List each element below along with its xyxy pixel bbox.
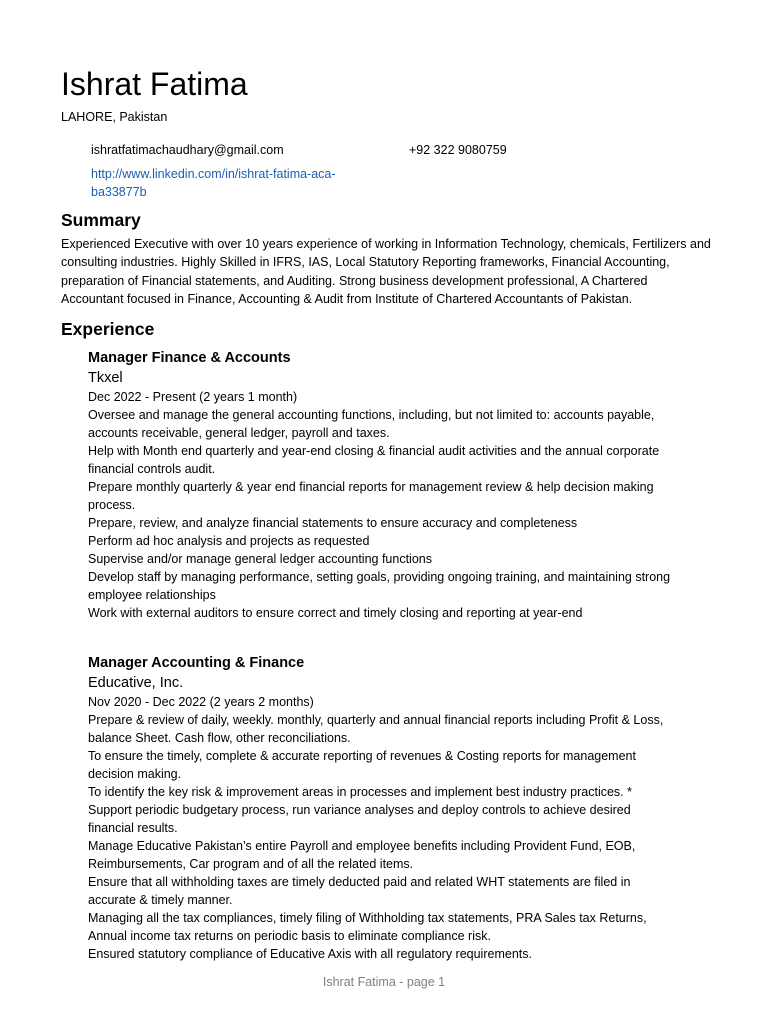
- employment-dates: Dec 2022 - Present (2 years 1 month): [88, 390, 298, 404]
- duty-item: Work with external auditors to ensure correct and timely closing and reporting at year-end: [88, 606, 583, 620]
- duty-item: Develop staff by managing performance, setting goals, providing ongoing training, and maintaining strong employee relationships: [88, 570, 671, 602]
- candidate-location: LAHORE, Pakistan: [61, 110, 168, 124]
- duty-item: Prepare & review of daily, weekly. monthly, quarterly and annual financial reports including Profit & Loss, balance Sheet. Cash flow, other reconciliations.: [88, 713, 664, 745]
- job-title: Manager Accounting & Finance: [88, 655, 305, 671]
- summary-heading: Summary: [61, 210, 141, 230]
- company-name: Educative, Inc.: [88, 675, 184, 691]
- duty-item: To identify the key risk & improvement areas in processes and implement best industry practices. *: [88, 785, 632, 799]
- summary-text: Experienced Executive with over 10 years experience of working in Information Technology, chemicals, Fertilizers and consulting industries. Highly Skilled in IFRS, IAS, Local Statutory Reporting frameworks, Financial Accounting, preparation of Financial statements, and Auditing. Strong business development professional, A Chartered Accountant focused in Finance, Accounting & Audit from Institute of Chartered Accountants of Pakistan.: [61, 237, 711, 306]
- duty-item: Manage Educative Pakistan’s entire Payroll and employee benefits including Provident Fund, EOB, Reimbursements, Car program and of all the related items.: [88, 839, 636, 871]
- job-entry-tkxel: [88, 350, 708, 622]
- duty-item: Support periodic budgetary process, run variance analyses and deploy controls to achieve desired financial results.: [88, 803, 631, 835]
- experience-heading: Experience: [61, 319, 155, 339]
- company-name: Tkxel: [88, 370, 123, 386]
- job-entry-educative: [88, 655, 708, 963]
- email-address: ishratfatimachaudhary@gmail.com: [91, 143, 284, 157]
- phone-number: +92 322 9080759: [409, 143, 507, 157]
- duty-item: To ensure the timely, complete & accurate reporting of revenues & Costing reports for management decision making.: [88, 749, 636, 781]
- duty-item: Perform ad hoc analysis and projects as requested: [88, 534, 370, 548]
- linkedin-link[interactable]: http://www.linkedin.com/in/ishrat-fatima-aca-ba33877b: [91, 167, 336, 199]
- employment-dates: Nov 2020 - Dec 2022 (2 years 2 months): [88, 695, 314, 709]
- duty-item: Managing all the tax compliances, timely filing of Withholding tax statements, PRA Sales tax Returns, Annual income tax returns on periodic basis to eliminate compliance risk.: [88, 911, 647, 943]
- duty-list: [88, 406, 678, 622]
- job-title: Manager Finance & Accounts: [88, 350, 291, 366]
- duty-list: [88, 711, 678, 963]
- duty-item: Oversee and manage the general accounting functions, including, but not limited to: accounts payable, accounts receivable, general ledger, payroll and taxes.: [88, 408, 655, 440]
- candidate-name: Ishrat Fatima: [61, 66, 248, 102]
- duty-item: Prepare, review, and analyze financial statements to ensure accuracy and completeness: [88, 516, 578, 530]
- duty-item: Prepare monthly quarterly & year end financial reports for management review & help decision making process.: [88, 480, 654, 512]
- duty-item: Ensured statutory compliance of Educative Axis with all regulatory requirements.: [88, 947, 532, 961]
- duty-item: Help with Month end quarterly and year-end closing & financial audit activities and the annual corporate financial controls audit.: [88, 444, 660, 476]
- page-footer: Ishrat Fatima - page 1: [322, 975, 446, 989]
- duty-item: Ensure that all withholding taxes are timely deducted paid and related WHT statements are filed in accurate & timely manner.: [88, 875, 631, 907]
- duty-item: Supervise and/or manage general ledger accounting functions: [88, 552, 432, 566]
